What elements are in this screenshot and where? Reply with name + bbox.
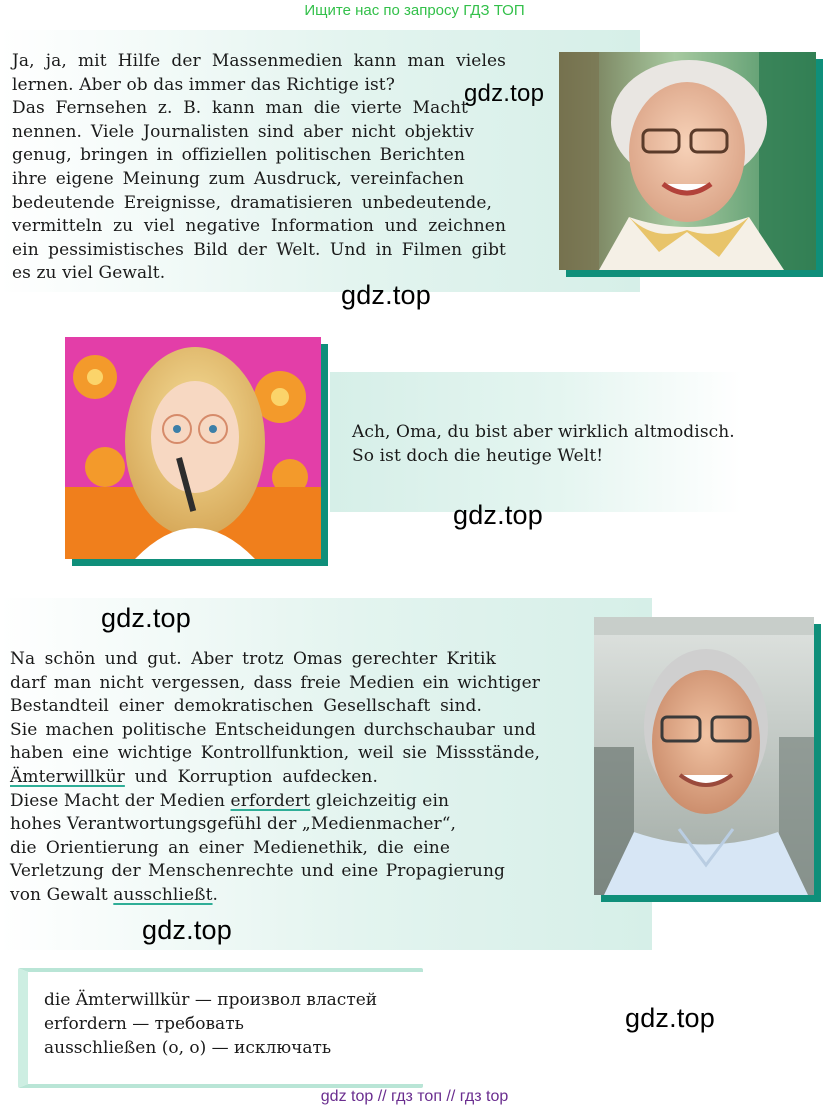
text-span: von Gewalt	[10, 884, 114, 905]
text-line: Sie machen politische Entscheidungen durchschaubar und	[10, 719, 536, 740]
vocabulary-item: die Ämterwillkür — произвол властей	[44, 990, 378, 1010]
text-line: vermitteln zu viel negative Information und zeichnen	[12, 216, 506, 237]
text-line: darf man nicht vergessen, dass freie Medien ein wichtiger	[10, 672, 540, 693]
watermark: gdz.top	[464, 80, 545, 107]
text-line	[10, 790, 468, 814]
girl-photo	[65, 337, 321, 559]
top-banner: Ищите нас по запросу ГДЗ ТОП	[304, 2, 525, 19]
vocabulary-item: erfordern — требовать	[44, 1014, 244, 1034]
text-span: und Korruption aufdecken.	[124, 766, 378, 787]
text-line: Ja, ja, mit Hilfe der Massenmedien kann man vieles	[12, 51, 506, 71]
text-span: Diese Macht der Medien	[10, 790, 231, 811]
text-line: Na schön und gut. Aber trotz Omas gerechter Kritik	[10, 649, 496, 669]
text-line: bedeutende Ereignisse, dramatisieren unbedeutende,	[12, 192, 492, 213]
text-line	[10, 766, 378, 790]
grandmother-paragraph	[12, 50, 506, 286]
text-span: .	[212, 884, 219, 905]
watermark: gdz.top	[142, 915, 232, 945]
watermark: gdz.top	[625, 1003, 715, 1033]
vocabulary-list	[44, 988, 377, 1060]
text-line: Verletzung der Menschenrechte und eine Propagierung	[10, 861, 505, 882]
text-line: So ist doch die heutige Welt!	[352, 445, 604, 466]
man-paragraph	[10, 648, 540, 908]
text-line: ihre eigene Meinung zum Ausdruck, vereinfachen	[12, 168, 464, 189]
text-line: lernen. Aber ob das immer das Richtige ist?	[12, 74, 395, 95]
text-line: Ach, Oma, du bist aber wirklich altmodisch.	[352, 422, 735, 442]
watermark: gdz.top	[341, 280, 431, 310]
text-line: haben eine wichtige Kontrollfunktion, weil sie Missstände,	[10, 743, 540, 764]
footer-banner: gdz top // гдз топ // гдз top	[320, 1088, 509, 1105]
text-line: ein pessimistisches Bild der Welt. Und in Filmen gibt	[12, 239, 506, 260]
vocab-term-highlight: erfordert	[230, 790, 311, 811]
watermark: gdz.top	[453, 500, 543, 530]
vocab-term-highlight: ausschließt	[113, 884, 213, 905]
man-photo	[594, 617, 814, 895]
text-line: nennen. Viele Journalisten sind aber nicht objektiv	[12, 121, 474, 142]
text-line	[10, 884, 540, 908]
vocabulary-item: ausschließen (o, o) — исключать	[44, 1038, 332, 1058]
text-line: genug, bringen in offiziellen politischen Berichten	[12, 145, 465, 166]
vocab-term-highlight: Ämterwillkür	[10, 766, 125, 787]
text-line: Das Fernsehen z. B. kann man die vierte Macht	[12, 98, 468, 119]
text-line: hohes Verantwortungsgefühl der „Medienmacher“,	[10, 814, 457, 835]
text-span: gleichzeitig ein	[310, 790, 450, 811]
text-line: Bestandteil einer demokratischen Gesellschaft sind.	[10, 696, 482, 717]
text-line: es zu viel Gewalt.	[12, 263, 166, 284]
text-line: die Orientierung an einer Medienethik, die eine	[10, 837, 450, 858]
girl-paragraph	[352, 421, 735, 468]
watermark: gdz.top	[101, 603, 191, 633]
grandmother-photo	[559, 52, 816, 270]
